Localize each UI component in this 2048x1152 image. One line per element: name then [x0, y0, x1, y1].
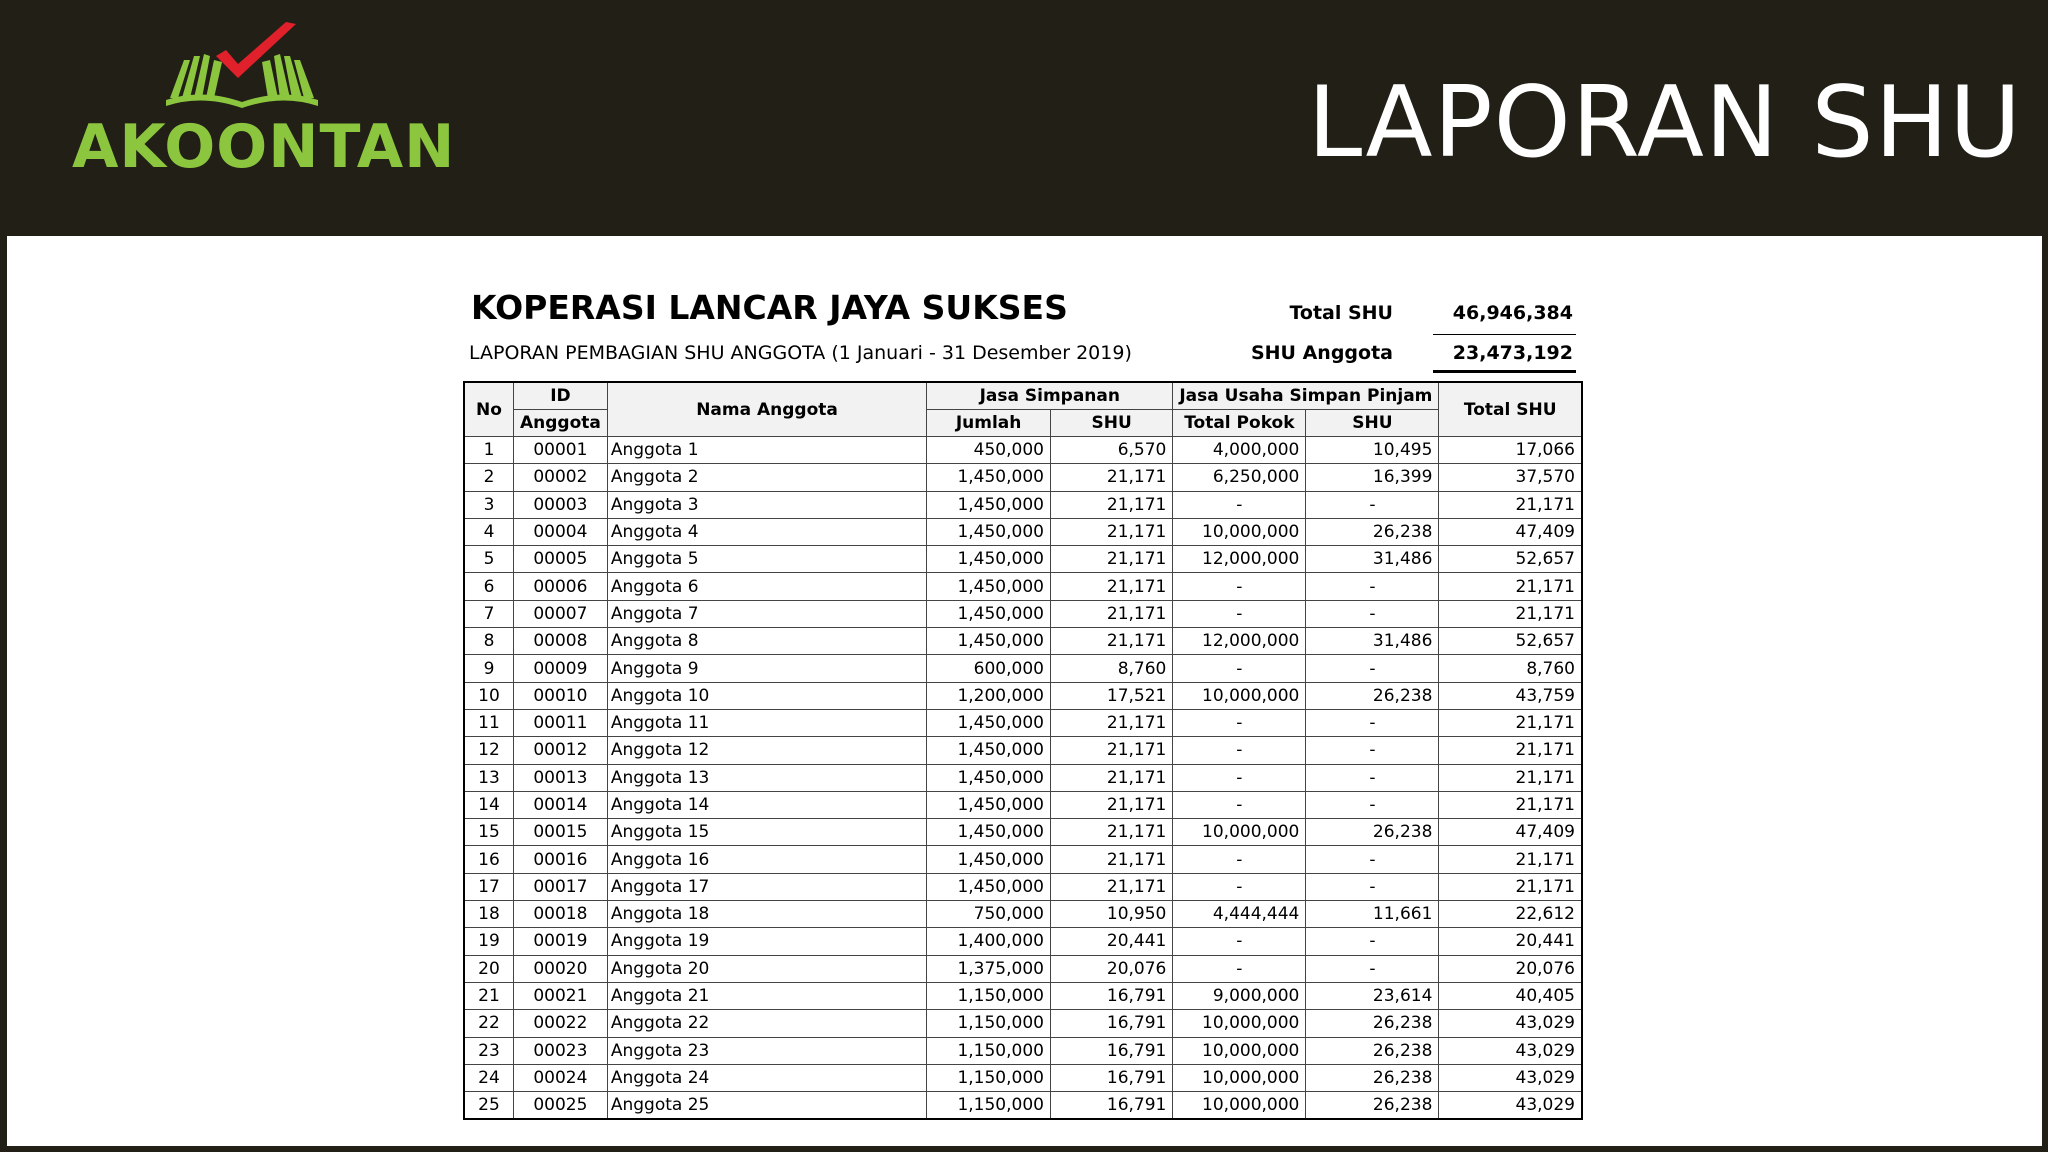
cell-shu-usaha: -	[1306, 709, 1439, 736]
cell-jumlah: 1,450,000	[927, 764, 1051, 791]
report-sheet	[463, 282, 1583, 1132]
cell-shu-simpanan: 21,171	[1050, 546, 1172, 573]
cell-jumlah: 1,450,000	[927, 518, 1051, 545]
cell-nama: Anggota 10	[607, 682, 926, 709]
cell-total-shu: 43,029	[1439, 1064, 1582, 1091]
cell-nama: Anggota 22	[607, 1010, 926, 1037]
cell-shu-simpanan: 21,171	[1050, 709, 1172, 736]
cell-nama: Anggota 2	[607, 464, 926, 491]
table-row	[464, 628, 1582, 655]
cell-total-pokok: -	[1173, 709, 1306, 736]
cell-no: 2	[464, 464, 513, 491]
cell-total-shu: 22,612	[1439, 901, 1582, 928]
cell-shu-simpanan: 21,171	[1050, 628, 1172, 655]
cell-nama: Anggota 12	[607, 737, 926, 764]
cell-shu-usaha: -	[1306, 491, 1439, 518]
cell-no: 14	[464, 791, 513, 818]
cell-id: 00003	[513, 491, 607, 518]
cell-no: 18	[464, 901, 513, 928]
cell-total-shu: 43,029	[1439, 1092, 1582, 1120]
cell-shu-usaha: 26,238	[1306, 518, 1439, 545]
cell-nama: Anggota 25	[607, 1092, 926, 1120]
table-row	[464, 846, 1582, 873]
cell-id: 00008	[513, 628, 607, 655]
total-shu-label: Total SHU	[1289, 302, 1393, 324]
cell-total-shu: 20,076	[1439, 955, 1582, 982]
cell-total-pokok: -	[1173, 655, 1306, 682]
cell-total-shu: 21,171	[1439, 846, 1582, 873]
table-row	[464, 873, 1582, 900]
cell-total-shu: 40,405	[1439, 982, 1582, 1009]
cell-total-pokok: 10,000,000	[1173, 1092, 1306, 1120]
frame-border-right	[2042, 236, 2048, 1152]
cell-jumlah: 1,450,000	[927, 546, 1051, 573]
cell-shu-simpanan: 10,950	[1050, 901, 1172, 928]
table-row	[464, 1010, 1582, 1037]
table-row	[464, 764, 1582, 791]
cell-shu-simpanan: 16,791	[1050, 1064, 1172, 1091]
header-nama-anggota: Nama Anggota	[607, 382, 926, 437]
cell-jumlah: 600,000	[927, 655, 1051, 682]
cell-shu-simpanan: 21,171	[1050, 846, 1172, 873]
cell-shu-usaha: -	[1306, 737, 1439, 764]
cell-nama: Anggota 16	[607, 846, 926, 873]
cell-no: 1	[464, 437, 513, 464]
cell-total-pokok: 10,000,000	[1173, 1037, 1306, 1064]
header-id-bottom: Anggota	[513, 410, 607, 437]
shu-distribution-table	[463, 381, 1583, 1120]
table-row	[464, 655, 1582, 682]
cell-no: 17	[464, 873, 513, 900]
cell-total-pokok: 12,000,000	[1173, 628, 1306, 655]
cell-nama: Anggota 17	[607, 873, 926, 900]
cell-jumlah: 1,450,000	[927, 464, 1051, 491]
cell-total-shu: 21,171	[1439, 764, 1582, 791]
cell-id: 00020	[513, 955, 607, 982]
cell-total-pokok: 4,444,444	[1173, 901, 1306, 928]
cell-total-pokok: 10,000,000	[1173, 1064, 1306, 1091]
cell-jumlah: 1,200,000	[927, 682, 1051, 709]
cell-nama: Anggota 9	[607, 655, 926, 682]
cell-total-shu: 47,409	[1439, 518, 1582, 545]
table-row	[464, 1037, 1582, 1064]
cell-id: 00005	[513, 546, 607, 573]
cell-total-pokok: 10,000,000	[1173, 682, 1306, 709]
cell-total-pokok: 12,000,000	[1173, 546, 1306, 573]
table-row	[464, 791, 1582, 818]
cell-id: 00014	[513, 791, 607, 818]
cell-total-shu: 17,066	[1439, 437, 1582, 464]
cell-total-pokok: -	[1173, 928, 1306, 955]
cell-id: 00023	[513, 1037, 607, 1064]
cell-nama: Anggota 8	[607, 628, 926, 655]
table-row	[464, 1064, 1582, 1091]
table-row	[464, 518, 1582, 545]
cell-total-shu: 43,029	[1439, 1010, 1582, 1037]
cell-no: 6	[464, 573, 513, 600]
cell-jumlah: 1,450,000	[927, 737, 1051, 764]
table-row	[464, 600, 1582, 627]
cell-shu-simpanan: 6,570	[1050, 437, 1172, 464]
cell-no: 15	[464, 819, 513, 846]
cell-total-pokok: -	[1173, 955, 1306, 982]
cell-total-shu: 43,759	[1439, 682, 1582, 709]
cell-total-pokok: -	[1173, 737, 1306, 764]
cell-total-shu: 47,409	[1439, 819, 1582, 846]
table-body	[464, 437, 1582, 1120]
table-row	[464, 709, 1582, 736]
cell-total-shu: 8,760	[1439, 655, 1582, 682]
cell-shu-usaha: 26,238	[1306, 819, 1439, 846]
cell-no: 4	[464, 518, 513, 545]
table-row	[464, 928, 1582, 955]
cell-no: 23	[464, 1037, 513, 1064]
cell-total-shu: 20,441	[1439, 928, 1582, 955]
cell-total-shu: 43,029	[1439, 1037, 1582, 1064]
cell-shu-usaha: -	[1306, 955, 1439, 982]
cell-no: 22	[464, 1010, 513, 1037]
cell-jumlah: 450,000	[927, 437, 1051, 464]
cell-shu-usaha: -	[1306, 928, 1439, 955]
cell-shu-simpanan: 8,760	[1050, 655, 1172, 682]
cell-no: 20	[464, 955, 513, 982]
logo-book-check-icon	[162, 20, 322, 110]
cell-total-pokok: -	[1173, 573, 1306, 600]
shu-anggota-label: SHU Anggota	[1250, 342, 1393, 364]
cell-total-shu: 21,171	[1439, 573, 1582, 600]
cell-total-pokok: -	[1173, 600, 1306, 627]
header-id-top: ID	[513, 382, 607, 410]
cell-shu-simpanan: 21,171	[1050, 464, 1172, 491]
cell-shu-usaha: -	[1306, 764, 1439, 791]
cell-shu-simpanan: 16,791	[1050, 1010, 1172, 1037]
header-total-pokok: Total Pokok	[1173, 410, 1306, 437]
frame-border-bottom	[0, 1146, 2048, 1152]
cell-id: 00006	[513, 573, 607, 600]
cell-shu-usaha: 11,661	[1306, 901, 1439, 928]
cell-total-shu: 21,171	[1439, 491, 1582, 518]
frame-border-left	[0, 236, 7, 1152]
cell-shu-simpanan: 21,171	[1050, 600, 1172, 627]
cell-nama: Anggota 15	[607, 819, 926, 846]
cell-shu-simpanan: 21,171	[1050, 819, 1172, 846]
cell-shu-usaha: 26,238	[1306, 682, 1439, 709]
cell-total-pokok: 4,000,000	[1173, 437, 1306, 464]
cell-no: 5	[464, 546, 513, 573]
cell-no: 10	[464, 682, 513, 709]
table-row	[464, 491, 1582, 518]
cell-total-shu: 21,171	[1439, 600, 1582, 627]
cell-shu-usaha: -	[1306, 873, 1439, 900]
cell-no: 9	[464, 655, 513, 682]
cell-id: 00004	[513, 518, 607, 545]
cell-shu-usaha: 26,238	[1306, 1092, 1439, 1120]
header-jasa-usaha: Jasa Usaha Simpan Pinjam	[1173, 382, 1439, 410]
cell-shu-simpanan: 16,791	[1050, 982, 1172, 1009]
cell-total-pokok: 6,250,000	[1173, 464, 1306, 491]
header-shu-usaha: SHU	[1306, 410, 1439, 437]
cell-shu-usaha: -	[1306, 573, 1439, 600]
cell-shu-usaha: 31,486	[1306, 546, 1439, 573]
table-row	[464, 955, 1582, 982]
cell-id: 00022	[513, 1010, 607, 1037]
table-row	[464, 737, 1582, 764]
cell-shu-usaha: -	[1306, 600, 1439, 627]
cell-jumlah: 1,450,000	[927, 873, 1051, 900]
cell-nama: Anggota 21	[607, 982, 926, 1009]
cell-shu-usaha: 10,495	[1306, 437, 1439, 464]
cell-shu-usaha: 23,614	[1306, 982, 1439, 1009]
cell-jumlah: 1,400,000	[927, 928, 1051, 955]
cell-id: 00009	[513, 655, 607, 682]
cell-jumlah: 1,450,000	[927, 573, 1051, 600]
cell-total-pokok: 9,000,000	[1173, 982, 1306, 1009]
cell-total-shu: 21,171	[1439, 873, 1582, 900]
cell-id: 00011	[513, 709, 607, 736]
shu-anggota-value: 23,473,192	[1452, 342, 1573, 364]
cell-nama: Anggota 6	[607, 573, 926, 600]
header-bar	[0, 0, 2048, 236]
table-row	[464, 1092, 1582, 1120]
cell-shu-usaha: -	[1306, 791, 1439, 818]
cell-nama: Anggota 4	[607, 518, 926, 545]
cell-shu-simpanan: 17,521	[1050, 682, 1172, 709]
table-row	[464, 819, 1582, 846]
cell-shu-usaha: 26,238	[1306, 1010, 1439, 1037]
table-row	[464, 464, 1582, 491]
header-total-shu: Total SHU	[1439, 382, 1582, 437]
cell-total-shu: 21,171	[1439, 791, 1582, 818]
cell-jumlah: 1,450,000	[927, 791, 1051, 818]
cell-shu-simpanan: 21,171	[1050, 518, 1172, 545]
header-jumlah: Jumlah	[927, 410, 1051, 437]
cell-jumlah: 1,150,000	[927, 1037, 1051, 1064]
cell-total-pokok: -	[1173, 873, 1306, 900]
cell-jumlah: 1,450,000	[927, 819, 1051, 846]
cell-total-shu: 52,657	[1439, 628, 1582, 655]
cell-id: 00018	[513, 901, 607, 928]
cell-total-pokok: -	[1173, 791, 1306, 818]
cell-jumlah: 1,450,000	[927, 628, 1051, 655]
cell-id: 00007	[513, 600, 607, 627]
cell-id: 00013	[513, 764, 607, 791]
table-row	[464, 682, 1582, 709]
cell-total-pokok: -	[1173, 491, 1306, 518]
cell-jumlah: 750,000	[927, 901, 1051, 928]
cell-jumlah: 1,150,000	[927, 1010, 1051, 1037]
table-row	[464, 546, 1582, 573]
cell-shu-simpanan: 21,171	[1050, 737, 1172, 764]
header-no: No	[464, 382, 513, 437]
cell-shu-usaha: -	[1306, 846, 1439, 873]
cell-total-shu: 52,657	[1439, 546, 1582, 573]
cell-no: 19	[464, 928, 513, 955]
cell-shu-usaha: 26,238	[1306, 1037, 1439, 1064]
logo-wordmark: AKOONTAN	[72, 112, 456, 182]
cell-id: 00019	[513, 928, 607, 955]
table-row	[464, 573, 1582, 600]
cell-no: 11	[464, 709, 513, 736]
cell-id: 00017	[513, 873, 607, 900]
cell-shu-simpanan: 21,171	[1050, 491, 1172, 518]
cell-id: 00012	[513, 737, 607, 764]
cell-total-pokok: 10,000,000	[1173, 1010, 1306, 1037]
cell-total-shu: 37,570	[1439, 464, 1582, 491]
cell-total-pokok: 10,000,000	[1173, 518, 1306, 545]
cell-jumlah: 1,150,000	[927, 1092, 1051, 1120]
cell-id: 00010	[513, 682, 607, 709]
cell-nama: Anggota 1	[607, 437, 926, 464]
cell-no: 8	[464, 628, 513, 655]
cell-nama: Anggota 5	[607, 546, 926, 573]
cell-id: 00021	[513, 982, 607, 1009]
cell-shu-usaha: 26,238	[1306, 1064, 1439, 1091]
cell-id: 00002	[513, 464, 607, 491]
total-shu-value: 46,946,384	[1452, 302, 1573, 324]
cell-shu-usaha: -	[1306, 655, 1439, 682]
header-shu-simpanan: SHU	[1050, 410, 1172, 437]
table-row	[464, 982, 1582, 1009]
cell-shu-simpanan: 20,441	[1050, 928, 1172, 955]
cell-nama: Anggota 23	[607, 1037, 926, 1064]
cell-jumlah: 1,450,000	[927, 846, 1051, 873]
summary-divider	[1433, 334, 1576, 335]
cell-shu-simpanan: 16,791	[1050, 1092, 1172, 1120]
header-jasa-simpanan: Jasa Simpanan	[927, 382, 1173, 410]
cell-no: 25	[464, 1092, 513, 1120]
cell-total-shu: 21,171	[1439, 737, 1582, 764]
cell-nama: Anggota 24	[607, 1064, 926, 1091]
cell-no: 7	[464, 600, 513, 627]
cell-total-pokok: -	[1173, 846, 1306, 873]
cell-total-pokok: -	[1173, 764, 1306, 791]
page-title: LAPORAN SHU	[1307, 66, 2022, 180]
cell-jumlah: 1,150,000	[927, 1064, 1051, 1091]
table-row	[464, 437, 1582, 464]
cell-id: 00015	[513, 819, 607, 846]
cell-shu-usaha: 31,486	[1306, 628, 1439, 655]
cell-nama: Anggota 13	[607, 764, 926, 791]
cell-shu-simpanan: 21,171	[1050, 791, 1172, 818]
cell-nama: Anggota 20	[607, 955, 926, 982]
cell-nama: Anggota 18	[607, 901, 926, 928]
cell-total-shu: 21,171	[1439, 709, 1582, 736]
cell-id: 00024	[513, 1064, 607, 1091]
cell-no: 13	[464, 764, 513, 791]
report-subtitle: LAPORAN PEMBAGIAN SHU ANGGOTA (1 Januari - 31 Desember 2019)	[469, 342, 1132, 364]
cell-id: 00001	[513, 437, 607, 464]
cell-jumlah: 1,450,000	[927, 491, 1051, 518]
cell-nama: Anggota 3	[607, 491, 926, 518]
cell-shu-simpanan: 16,791	[1050, 1037, 1172, 1064]
cell-nama: Anggota 19	[607, 928, 926, 955]
cell-shu-usaha: 16,399	[1306, 464, 1439, 491]
cell-nama: Anggota 14	[607, 791, 926, 818]
cell-jumlah: 1,450,000	[927, 709, 1051, 736]
cell-no: 3	[464, 491, 513, 518]
cell-shu-simpanan: 21,171	[1050, 764, 1172, 791]
table-row	[464, 901, 1582, 928]
cell-shu-simpanan: 20,076	[1050, 955, 1172, 982]
cell-total-pokok: 10,000,000	[1173, 819, 1306, 846]
cell-jumlah: 1,450,000	[927, 600, 1051, 627]
cell-id: 00025	[513, 1092, 607, 1120]
company-name: KOPERASI LANCAR JAYA SUKSES	[471, 288, 1068, 327]
cell-no: 24	[464, 1064, 513, 1091]
cell-jumlah: 1,375,000	[927, 955, 1051, 982]
cell-no: 16	[464, 846, 513, 873]
cell-id: 00016	[513, 846, 607, 873]
summary-double-underline	[1433, 370, 1576, 373]
cell-shu-simpanan: 21,171	[1050, 573, 1172, 600]
cell-shu-simpanan: 21,171	[1050, 873, 1172, 900]
cell-nama: Anggota 11	[607, 709, 926, 736]
cell-nama: Anggota 7	[607, 600, 926, 627]
cell-no: 12	[464, 737, 513, 764]
cell-jumlah: 1,150,000	[927, 982, 1051, 1009]
cell-no: 21	[464, 982, 513, 1009]
